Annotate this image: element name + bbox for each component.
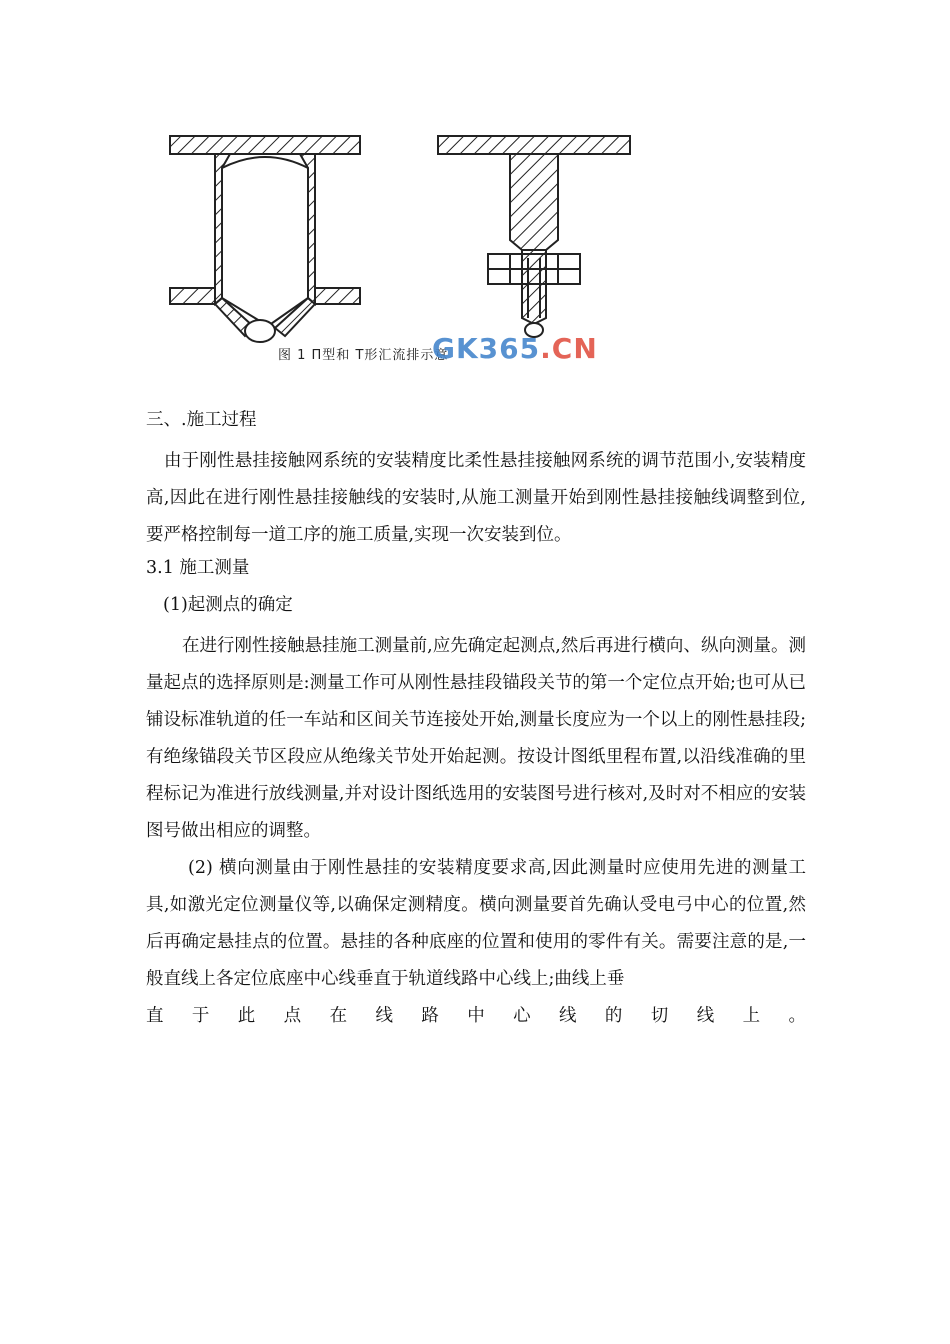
last-line-char: 直 <box>146 1006 164 1026</box>
pi-contact-wire <box>245 320 275 342</box>
intro-paragraph-block <box>146 443 806 554</box>
last-line-char: 心 <box>513 1006 531 1026</box>
section-title: 三、.施工过程 <box>146 410 257 430</box>
last-line-char: 路 <box>421 1006 439 1026</box>
figure-1 <box>160 128 640 368</box>
pi-inner-outline <box>222 157 308 326</box>
t-clamp <box>488 250 580 324</box>
subsection-title: 3.1 施工测量 <box>146 558 250 578</box>
figure-caption: 图 1 Π型和 T形汇流排示意 <box>278 348 449 363</box>
last-line-char: 点 <box>283 1006 302 1026</box>
last-line-char: 。 <box>788 1006 806 1026</box>
last-line-char: 中 <box>467 1006 485 1026</box>
item1-paragraph: 在进行刚性接触悬挂施工测量前,应先确定起测点,然后再进行横向、纵向测量。测量起点的选择原则是:测量工作可从刚性悬挂段锚段关节的第一个定位点开始;也可从已铺设标准轨道的任一车站和区间关节连接处开始,测量长度应为一个以上的刚性悬挂段;有绝缘锚段关节区段应从绝缘关节处开始起测。按设计图纸里程布置,以沿线准确的里程标记为准进行放线测量,并对设计图纸选用的安装图号进行核对,及时对不相应的安装图号做出相应的调整。 <box>146 636 806 841</box>
last-line-char: 切 <box>650 1006 669 1026</box>
item1-title: (1)起测点的确定 <box>163 595 293 615</box>
watermark-text-a: GK365 <box>432 332 541 365</box>
last-line-char: 在 <box>329 1006 348 1026</box>
item2-block <box>146 850 806 1035</box>
t-busbar-shape <box>438 136 630 250</box>
watermark-text-b: .CN <box>540 332 598 365</box>
last-line-char: 上 <box>742 1006 761 1026</box>
watermark <box>432 332 598 365</box>
last-line-char: 线 <box>375 1006 393 1026</box>
item2-last-line <box>146 998 806 1035</box>
last-line-char: 于 <box>191 1006 210 1026</box>
last-line-char: 此 <box>237 1006 256 1026</box>
last-line-char: 的 <box>604 1006 623 1026</box>
last-line-char: 线 <box>696 1006 715 1026</box>
intro-paragraph: 由于刚性悬挂接触网系统的安装精度比柔性悬挂接触网系统的调节范围小,安装精度高,因此在进行刚性悬挂接触线的安装时,从施工测量开始到刚性悬挂接触线调整到位,要严格控制每一道工序的施工质量,实现一次安装到位。 <box>146 451 806 545</box>
item1-block <box>146 628 806 850</box>
item2-paragraph: (2) 横向测量由于刚性悬挂的安装精度要求高,因此测量时应使用先进的测量工具,如激光定位测量仪等,以确保定测精度。横向测量要首先确认受电弓中心的位置,然后再确定悬挂点的位置。悬挂的各种底座的位置和使用的零件有关。需要注意的是,一般直线上各定位底座中心线垂直于轨道线路中心线上;曲线上垂 <box>146 858 806 989</box>
last-line-char: 线 <box>559 1006 577 1026</box>
